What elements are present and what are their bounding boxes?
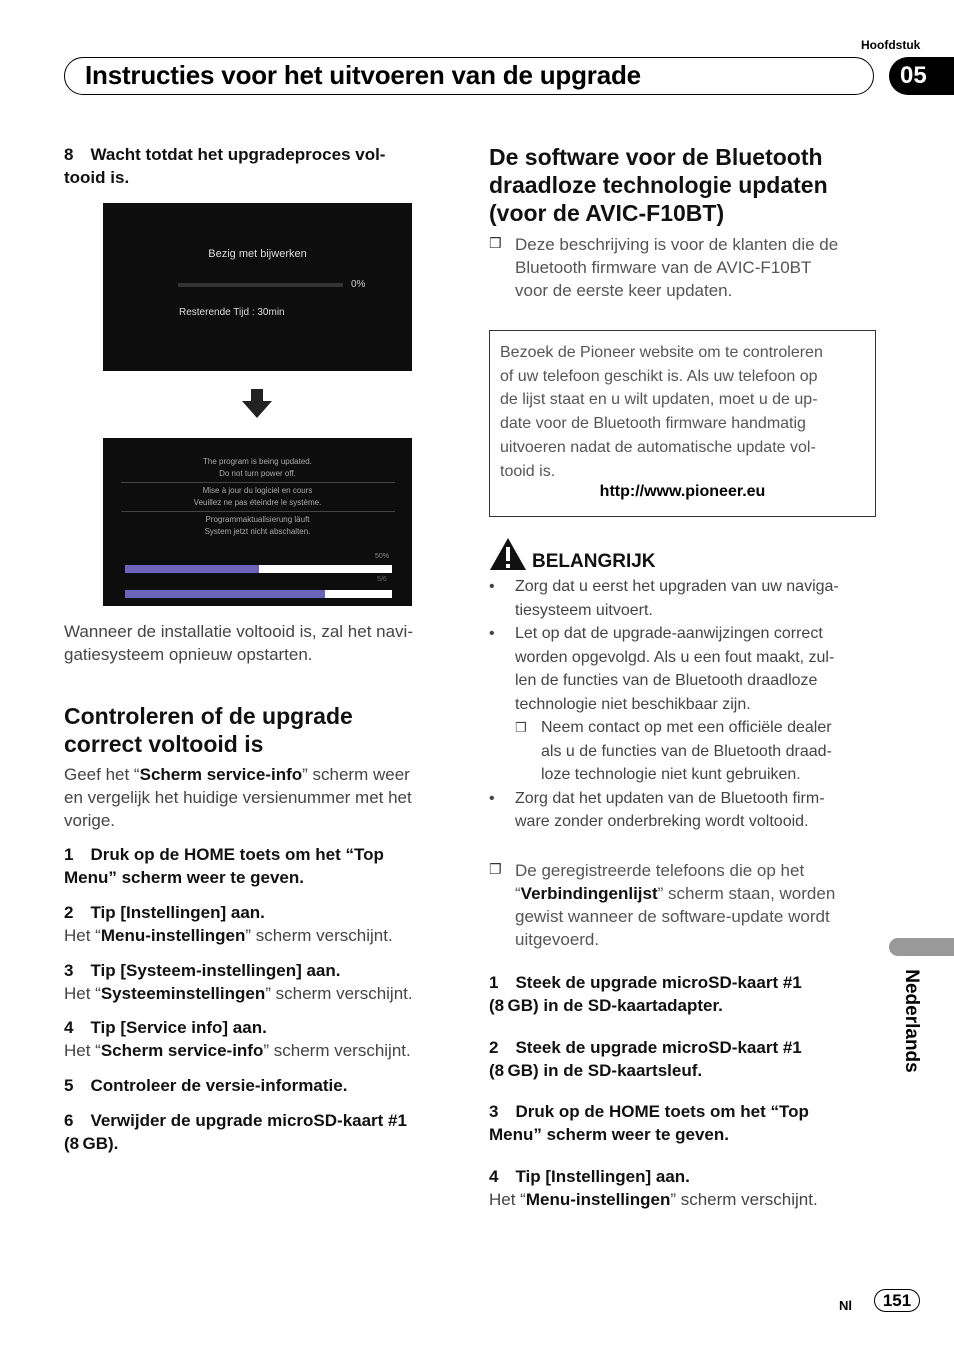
- page-title: Instructies voor het uitvoeren van de upgrade: [85, 60, 641, 90]
- screen1-remaining: Resterende Tijd : 30min: [179, 307, 285, 318]
- screen2-percent: 50%: [375, 553, 390, 560]
- screen2-progress-track-1: [125, 565, 392, 573]
- screen2-progress-track-2: [125, 590, 392, 598]
- after-install-text: Wanneer de installatie voltooid is, zal het navi- gatiesysteem opnieuw opstarten.: [64, 622, 413, 664]
- important-heading: BELANGRIJK: [532, 551, 656, 572]
- verify-step-4: 4 Tip [Service info] aan. Het “Scherm service-info” scherm verschijnt.: [64, 1018, 411, 1060]
- bt-step-4: 4 Tip [Instellingen] aan. Het “Menu-instellingen” scherm verschijnt.: [489, 1167, 818, 1209]
- list-item: • Zorg dat u eerst het upgraden van uw naviga- tiesysteem uitvoert.: [489, 578, 839, 619]
- chapter-number: 05: [889, 57, 954, 95]
- list-item: • Let op dat de upgrade-aanwijzingen correct worden opgevolgd. Als u een fout maakt, zul- len de functies van de Bluetooth draadloze technologie niet beschikbaar zijn. ❒ Neem contact op met een officiële dealer als u de functies van de Bluetooth draad- loze technologie niet kunt gebruiken.: [489, 622, 879, 787]
- section-title-bluetooth: De software voor de Bluetooth draadloze technologie updaten (voor de AVIC-F10BT): [489, 144, 828, 226]
- step-8: 8 Wacht totdat het upgradeproces vol- tooid is.: [64, 145, 386, 187]
- checkbox-icon: ❒: [515, 720, 527, 735]
- important-list: [489, 575, 879, 834]
- screen2-line-6: System jetzt nicht abschalten.: [204, 527, 311, 536]
- screen2-line-1: The program is being updated.: [203, 457, 312, 466]
- screen2-progress-fill-2: [125, 590, 325, 598]
- bt-step-1: 1 Steek de upgrade microSD-kaart #1 (8 GB) in de SD-kaartadapter.: [489, 973, 802, 1015]
- screen2-line-4: Veuillez ne pas éteindre le système.: [193, 498, 322, 507]
- step-8-number: 8: [64, 145, 74, 164]
- registered-phones-note: ❒ De geregistreerde telefoons die op het “Verbindingenlijst” scherm staan, worden gewist wanneer de software-update wordt uitgevoerd.: [489, 861, 836, 949]
- list-item: • Zorg dat het updaten van de Bluetooth firm- ware zonder onderbreking wordt voltooid.: [489, 789, 825, 830]
- bluetooth-description: ❒ Deze beschrijving is voor de klanten die de Bluetooth firmware van de AVIC-F10BT voor de eerste keer updaten.: [489, 235, 839, 300]
- verify-step-3: 3 Tip [Systeem-instellingen] aan. Het “Systeeminstellingen” scherm verschijnt.: [64, 961, 413, 1003]
- verify-step-5: 5 Controleer de versie-informatie.: [64, 1076, 348, 1095]
- verify-step-6: 6 Verwijder de upgrade microSD-kaart #1 (8 GB).: [64, 1111, 407, 1153]
- checkbox-icon: ❒: [489, 235, 502, 251]
- pioneer-url[interactable]: http://www.pioneer.eu: [599, 483, 766, 500]
- verify-step-2: 2 Tip [Instellingen] aan. Het “Menu-instellingen” scherm verschijnt.: [64, 903, 393, 945]
- chapter-label: Hoofdstuk: [861, 38, 921, 52]
- language-label: Nederlands: [901, 969, 922, 1073]
- note-text: Bezoek de Pioneer website om te controleren of uw telefoon geschikt is. Als uw telefoon op de lijst staat en u wilt updaten, moet u de up- date voor de Bluetooth firmware handmatig uitvoeren nadat de automatische update vol- tooid is.: [500, 344, 823, 480]
- bt-step-2: 2 Steek de upgrade microSD-kaart #1 (8 GB) in de SD-kaartsleuf.: [489, 1038, 802, 1080]
- screen2-divider: [121, 511, 395, 512]
- page-number: 151: [874, 1289, 920, 1312]
- pioneer-note-box: [489, 330, 876, 517]
- screen2-count: 5/6: [377, 576, 387, 583]
- language-code: Nl: [839, 1298, 852, 1313]
- screen2-progress-fill-1: [125, 565, 259, 573]
- verify-intro: Geef het “Scherm service-info” scherm weer en vergelijk het huidige versienummer met het vorige.: [64, 765, 412, 830]
- update-screen-1: [103, 203, 412, 371]
- section-title-verify: Controleren of de upgrade correct voltooid is: [64, 703, 353, 757]
- screen1-title: Bezig met bijwerken: [208, 248, 307, 260]
- verify-step-1: 1 Druk op de HOME toets om het “Top Menu” scherm weer te geven.: [64, 845, 384, 887]
- checkbox-icon: ❒: [489, 861, 502, 877]
- side-tab: [889, 938, 954, 956]
- screen1-percent: 0%: [351, 279, 366, 290]
- screen1-progress-track: [178, 283, 343, 287]
- screen2-line-3: Mise à jour du logiciel en cours: [202, 486, 313, 495]
- update-screen-2: [103, 438, 412, 606]
- screen2-divider: [121, 482, 395, 483]
- sub-list-item: ❒ Neem contact op met een officiële dealer als u de functies van de Bluetooth draad- loze technologie niet kunt gebruiken.: [515, 716, 879, 787]
- screen2-line-5: Programmaktualisierung läuft: [205, 515, 310, 524]
- warning-icon: [489, 537, 527, 571]
- arrow-down-icon: [240, 389, 276, 419]
- screen2-line-2: Do not turn power off.: [219, 469, 296, 478]
- bt-step-3: 3 Druk op de HOME toets om het “Top Menu” scherm weer te geven.: [489, 1102, 809, 1144]
